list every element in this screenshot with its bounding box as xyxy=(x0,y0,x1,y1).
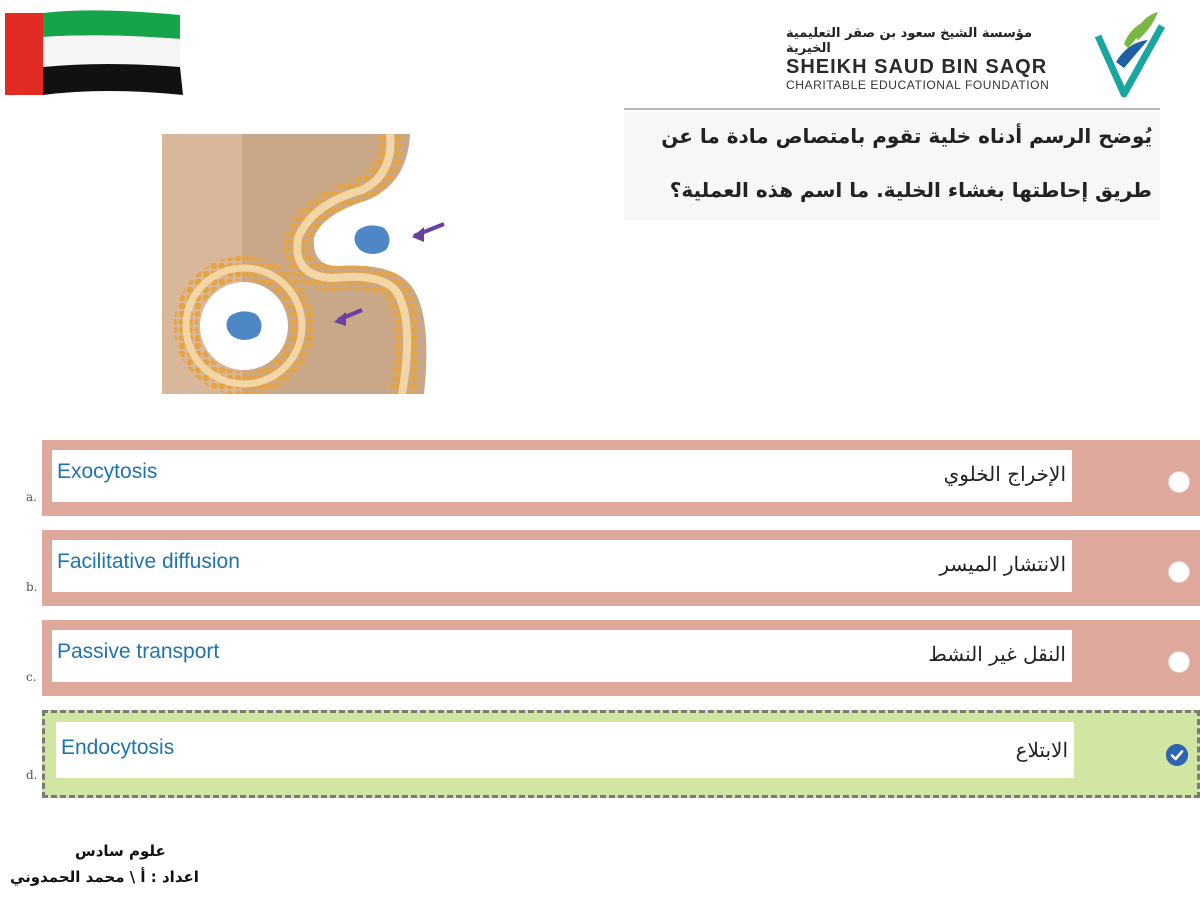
option-letter-b: b. xyxy=(26,580,38,594)
radio-button[interactable] xyxy=(1168,561,1190,583)
question-text-line-1: يُوضح الرسم أدناه خلية تقوم بامتصاص مادة ما عن xyxy=(661,124,1152,148)
option-letter-d: d. xyxy=(26,768,38,782)
uae-flag xyxy=(5,7,183,95)
option-text-box xyxy=(52,630,1072,682)
radio-button[interactable] xyxy=(1168,651,1190,673)
foundation-name-english: SHEIKH SAUD BIN SAQR xyxy=(786,56,1048,78)
endocytosis-illustration xyxy=(162,134,462,394)
option-english-text: Facilitative diffusion xyxy=(57,550,240,573)
option-text-box xyxy=(56,722,1074,778)
option-arabic-text: النقل غير النشط xyxy=(928,642,1066,666)
check-icon[interactable] xyxy=(1166,744,1188,766)
author-label: اعداد : أ \ محمد الحمدوني xyxy=(10,868,199,886)
option-arabic-text: الانتشار الميسر xyxy=(939,552,1066,576)
option-arabic-text: الابتلاع xyxy=(1015,738,1068,762)
question-text-line-2: طريق إحاطتها بغشاء الخلية. ما اسم هذه العملية؟ xyxy=(669,178,1152,202)
foundation-logo-text xyxy=(786,26,1080,92)
option-text-box xyxy=(52,450,1072,502)
option-arabic-text: الإخراج الخلوي xyxy=(943,462,1066,486)
answer-option-d-correct[interactable] xyxy=(42,710,1200,798)
foundation-subtitle: CHARITABLE EDUCATIONAL FOUNDATION xyxy=(786,78,1050,92)
foundation-logo-icon xyxy=(1094,6,1166,102)
answer-option-c[interactable] xyxy=(42,620,1200,696)
answer-option-b[interactable] xyxy=(42,530,1200,606)
radio-button[interactable] xyxy=(1168,471,1190,493)
option-english-text: Endocytosis xyxy=(61,736,175,759)
subject-label: علوم سادس xyxy=(75,842,166,860)
option-english-text: Exocytosis xyxy=(57,460,158,483)
foundation-name-arabic: مؤسسة الشيخ سعود بن صقر التعليمية الخيرية xyxy=(786,26,1032,56)
answer-option-a[interactable] xyxy=(42,440,1200,516)
option-letter-c: c. xyxy=(26,670,37,684)
option-english-text: Passive transport xyxy=(57,640,220,663)
option-letter-a: a. xyxy=(26,490,37,504)
header-divider xyxy=(624,108,1160,110)
option-text-box xyxy=(52,540,1072,592)
